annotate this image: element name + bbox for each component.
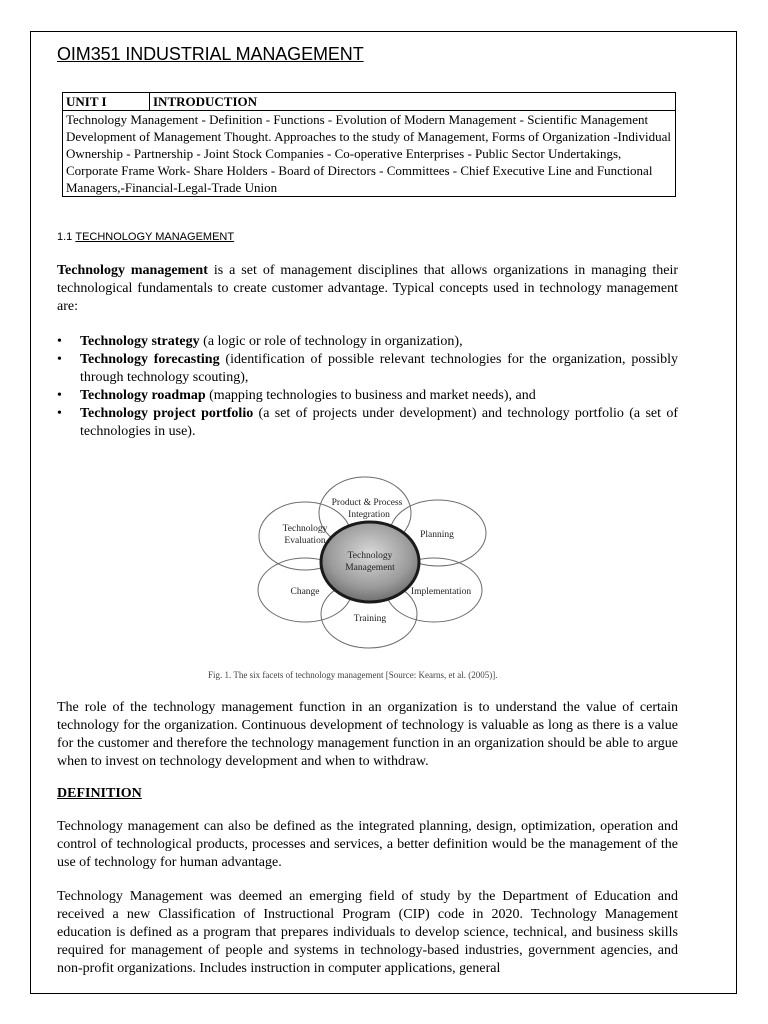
document-title: OIM351 INDUSTRIAL MANAGEMENT: [57, 44, 364, 64]
concept-list: [57, 333, 678, 441]
unit-topics: Technology Management - Definition - Functions - Evolution of Modern Management - Scientific Management Development of Management Thought. Approaches to the study of Management, Forms of Organization -Individual Ownership - Partnership - Joint Stock Companies - Co-operative Enterprises - Public Sector Undertakings, Corporate Frame Work- Share Holders - Board of Directors - Committees - Chief Executive Line and Functional Managers,-Financial-Legal-Trade Union: [63, 111, 676, 197]
petal-lower-left-label: Change: [290, 587, 320, 597]
petal-bottom-label: Training: [353, 614, 387, 624]
definition-paragraph-2: Technology Management was deemed an emerging field of study by the Department of Education and received a new Classification of Instructional Program (CIP) code in 2020. Technology Management education is defined as a program that prepares individuals to develop science, technical, and business skills required for management of people and systems in technology-based industries, government agencies, and non-profit organizations. Includes instruction in computer applications, general: [57, 889, 678, 976]
intro-paragraph: [57, 262, 678, 316]
list-item-term: Technology project portfolio: [80, 406, 254, 421]
section-heading: [57, 231, 234, 243]
list-item: [57, 333, 678, 351]
list-item: [57, 351, 678, 387]
list-item-term: Technology roadmap: [80, 388, 206, 403]
bullet-icon: •: [57, 352, 62, 367]
syllabus-table: [62, 92, 676, 197]
list-item-text: (identification of possible relevant technologies for the organization, possibly through technology scouting),: [80, 352, 678, 385]
list-item: [57, 387, 678, 405]
section-title: TECHNOLOGY MANAGEMENT: [75, 231, 235, 243]
bullet-icon: •: [57, 334, 62, 349]
list-item-text: (a set of projects under development) and technology portfolio (a set of technologies in use).: [80, 406, 678, 439]
definition-heading: DEFINITION: [57, 786, 142, 801]
center-label-line2: Management: [345, 563, 395, 573]
definition-paragraph-1: Technology management can also be defined as the integrated planning, design, optimization, operation and control of technological products, processes and services, a better definition would be the management of the use of technology for human advantage.: [57, 819, 678, 870]
role-paragraph: The role of the technology management function in an organization is to understand the value of certain technology for the organization. Continuous development of technology is valuable as long as there is a value for the customer and therefore the technology management function in an organization should be able to argue when to invest on technology development and when to withdraw.: [57, 700, 678, 769]
petal-upper-left-label-line2: Evaluation: [284, 536, 326, 546]
unit-heading: INTRODUCTION: [150, 93, 676, 111]
center-label-line1: Technology: [347, 551, 393, 561]
six-facets-diagram: [176, 461, 556, 661]
list-item-text: (a logic or role of technology in organization),: [199, 334, 463, 349]
petal-lower-right-label: Implementation: [410, 587, 472, 597]
intro-term: Technology management: [57, 263, 208, 278]
bullet-icon: •: [57, 406, 62, 421]
petal-upper-right-label: Planning: [420, 530, 454, 540]
intro-text: is a set of management disciplines that allows organizations in managing their technological fundamentals to create customer advantage. Typical concepts used in technology management are:: [57, 263, 678, 314]
figure-caption: Fig. 1. The six facets of technology management [Source: Kearns, et al. (2005)].: [208, 670, 498, 680]
tech-management-figure: [176, 461, 556, 686]
petal-upper-left-label-line1: Technology: [282, 524, 328, 534]
bullet-icon: •: [57, 388, 62, 403]
section-number: 1.1: [57, 231, 73, 243]
list-item-term: Technology strategy: [80, 334, 200, 349]
petal-top-label-line2: Integration: [348, 510, 390, 520]
unit-label: UNIT I: [63, 93, 150, 111]
list-item-text: (mapping technologies to business and market needs), and: [205, 388, 536, 403]
list-item: [57, 405, 678, 441]
center-hub: [321, 522, 419, 602]
petal-top-label-line1: Product & Process: [331, 498, 403, 508]
list-item-term: Technology forecasting: [80, 352, 220, 367]
